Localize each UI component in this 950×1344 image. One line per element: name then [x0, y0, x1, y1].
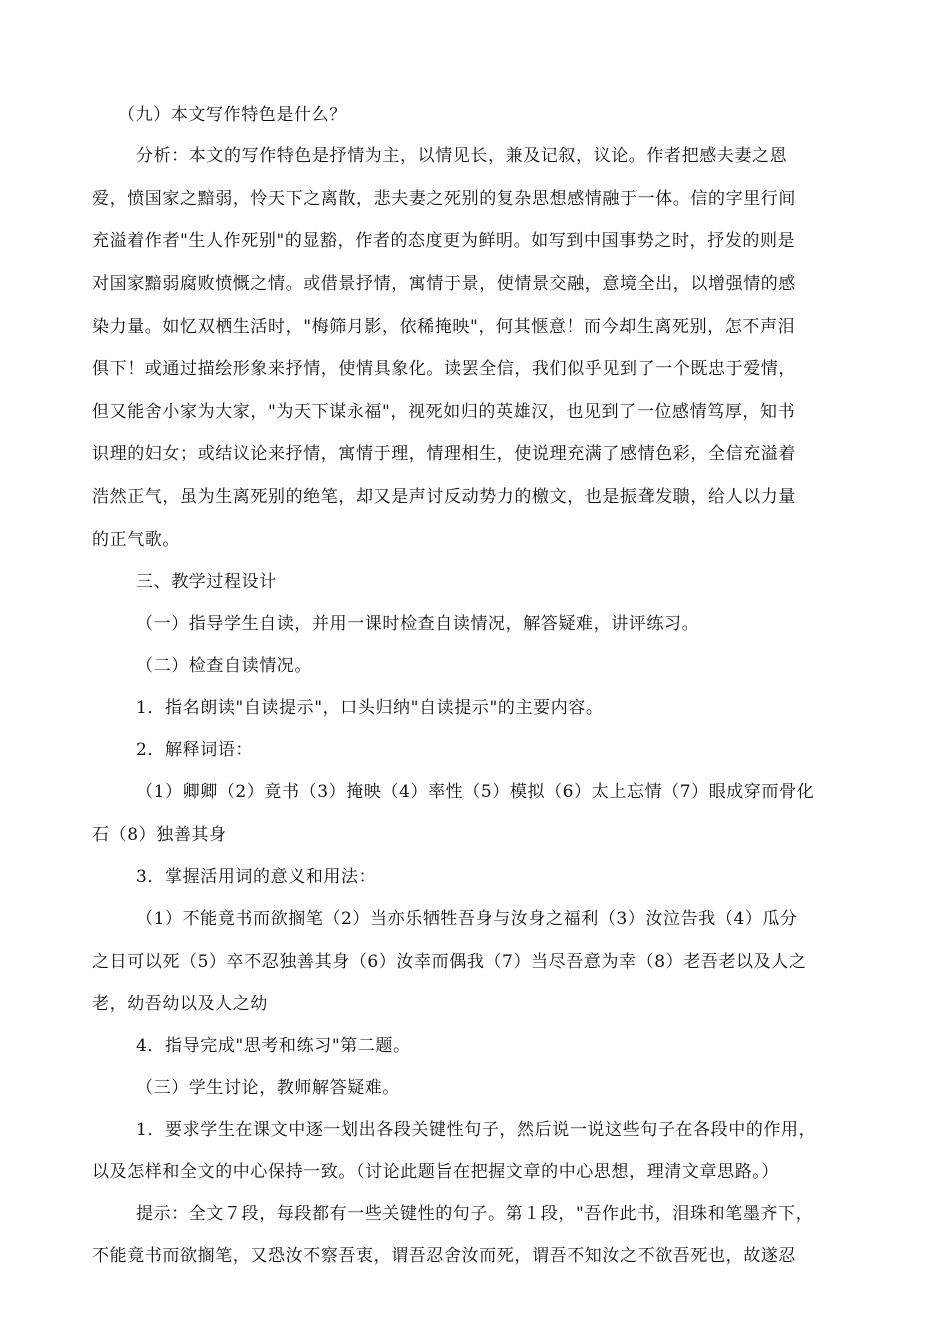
- paragraph-line: 提示：全文７段，每段都有一些关键性的句子。第１段，"吾作此书，泪珠和笔墨齐下，: [136, 1204, 814, 1224]
- paragraph-line: 不能竟书而欲搁笔，又恐汝不察吾衷，谓吾忍舍汝而死，谓吾不知汝之不欲吾死也，故遂忍: [92, 1246, 796, 1266]
- paragraph-line: 对国家黯弱腐败愤慨之情。或借景抒情，寓情于景，使情景交融，意境全出，以增强情的感: [92, 274, 796, 294]
- paragraph-line: 分析：本文的写作特色是抒情为主，以情见长，兼及记叙，议论。作者把感夫妻之恩: [136, 146, 788, 166]
- section-heading-9: （九）本文写作特色是什么？: [118, 105, 347, 125]
- list-item: 2．解释词语：: [136, 740, 254, 760]
- list-item: （一）指导学生自读，并用一课时检查自读情况，解答疑难，讲评练习。: [136, 614, 700, 634]
- paragraph-line: 俱下！或通过描绘形象来抒情，使情具象化。读罢全信，我们似乎见到了一个既忠于爱情，: [92, 359, 796, 379]
- paragraph-line: 的正气歌。: [92, 530, 180, 550]
- list-item: 4．指导完成"思考和练习"第二题。: [136, 1036, 411, 1056]
- list-item: （三）学生讨论，教师解答疑难。: [136, 1078, 400, 1098]
- paragraph-line: （1）卿卿（2）竟书（3）掩映（4）率性（5）模拟（6）太上忘情（7）眼成穿而骨化: [136, 782, 815, 802]
- paragraph-line: 老，幼吾幼以及人之幼: [92, 994, 268, 1014]
- paragraph-line: （1）不能竟书而欲搁笔（2）当亦乐牺牲吾身与汝身之福利（3）汝泣告我（4）瓜分: [136, 909, 798, 929]
- list-item: 3．掌握活用词的意义和用法：: [136, 867, 377, 887]
- paragraph-line: 石（8）独善其身: [92, 825, 227, 845]
- paragraph-line: 以及怎样和全文的中心保持一致。（讨论此题旨在把握文章的中心思想，理清文章思路。）: [92, 1162, 779, 1182]
- list-item: （二）检查自读情况。: [136, 656, 312, 676]
- paragraph-line: 爱，愤国家之黯弱，怜天下之离散，悲夫妻之死别的复杂思想感情融于一体。信的字里行间: [92, 189, 796, 209]
- list-item: 1．指名朗读"自读提示"，口头归纳"自读提示"的主要内容。: [136, 698, 604, 718]
- paragraph-line: 识理的妇女；或结议论来抒情，寓情于理，情理相生，使说理充满了感情色彩，全信充溢着: [92, 444, 796, 464]
- paragraph-line: 染力量。如忆双栖生活时，"梅筛月影，依稀掩映"，何其惬意！而今却生离死别，怎不声泪: [92, 317, 796, 337]
- paragraph-line: 充溢着作者"生人作死别"的显豁，作者的态度更为鲜明。如写到中国事势之时，抒发的则是: [92, 231, 796, 251]
- paragraph-line: 但又能舍小家为大家，"为天下谋永福"，视死如归的英雄汉，也见到了一位感情笃厚，知书: [92, 402, 796, 422]
- paragraph-line: 1．要求学生在课文中逐一划出各段关键性句子，然后说一说这些句子在各段中的作用，: [136, 1120, 817, 1140]
- section-heading-3: 三、教学过程设计: [136, 572, 277, 592]
- paragraph-line: 之日可以死（5）卒不忍独善其身（6）汝幸而偶我（7）当尽吾意为幸（8）老吾老以及人之: [92, 952, 807, 972]
- paragraph-line: 浩然正气，虽为生离死别的绝笔，却又是声讨反动势力的檄文，也是振聋发聩，给人以力量: [92, 487, 796, 507]
